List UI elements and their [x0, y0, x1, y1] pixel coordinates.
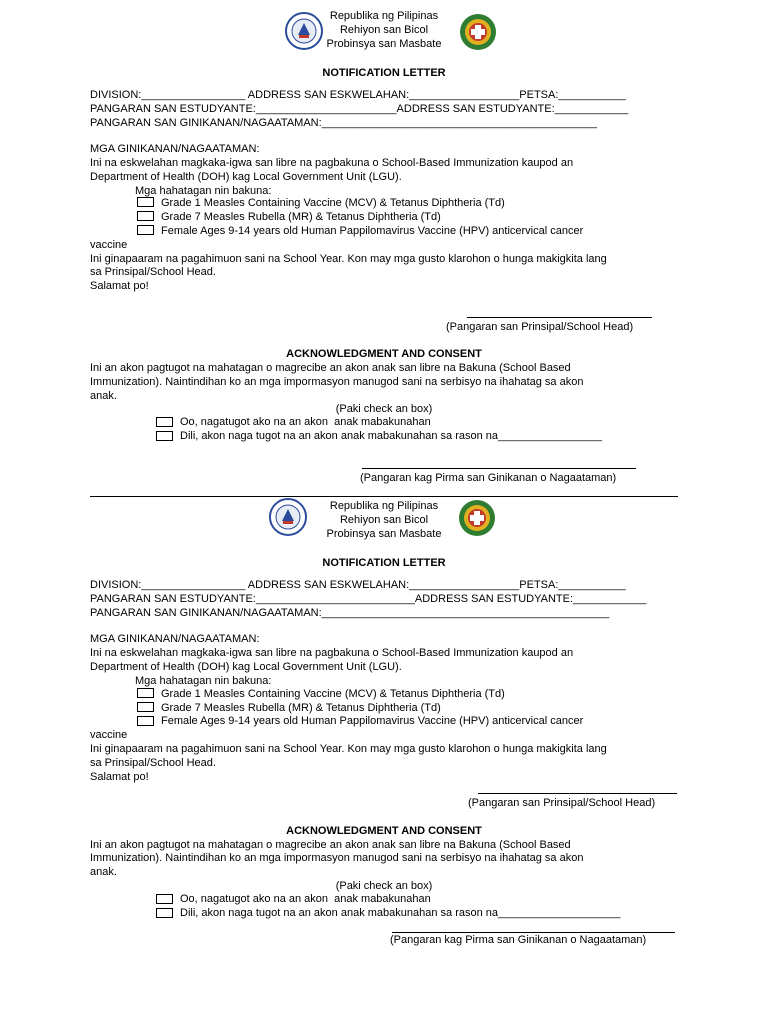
header-line-2: Rehiyon san Bicol — [339, 24, 429, 36]
vaccine-2-checkbox[interactable] — [137, 702, 154, 712]
field-row-student[interactable]: PANGARAN SAN ESTUDYANTE:_______________________ADDRESS SAN ESTUDYANTE:____________ — [90, 103, 629, 115]
body-line-2: Department of Health (DOH) kag Local Government Unit (LGU). — [90, 661, 402, 673]
consent-title: ACKNOWLEDGMENT AND CONSENT — [286, 825, 482, 837]
closing-line-2: sa Prinsipal/School Head. — [90, 266, 216, 278]
vaccine-3-checkbox[interactable] — [137, 716, 154, 726]
consent-instruction: (Paki check an box) — [335, 403, 433, 415]
consent-body-3: anak. — [90, 390, 117, 402]
vaccines-intro: Mga hahatagan nin bakuna: — [135, 185, 272, 197]
body-line-2: Department of Health (DOH) kag Local Government Unit (LGU). — [90, 171, 402, 183]
field-row-parent[interactable]: PANGARAN SAN GINIKANAN/NAGAATAMAN:_____________________________________________ — [90, 117, 597, 129]
parent-signature-line[interactable] — [392, 932, 675, 933]
consent-yes-checkbox[interactable] — [156, 894, 173, 904]
notification-title: NOTIFICATION LETTER — [322, 67, 446, 79]
header-line-3: Probinsya san Masbate — [326, 528, 442, 540]
vaccines-intro: Mga hahatagan nin bakuna: — [135, 675, 272, 687]
consent-body-2: Immunization). Naintindihan ko an mga impormasyon manugod sani na serbisyo na ihahatag sa akon — [90, 376, 584, 388]
header-line-1: Republika ng Pilipinas — [329, 500, 439, 512]
consent-body-2: Immunization). Naintindihan ko an mga impormasyon manugod sani na serbisyo na ihahatag sa akon — [90, 852, 584, 864]
body-line-1: Ini na eskwelahan magkaka-igwa san libre na pagbakuna o School-Based Immunization kaupod an — [90, 647, 574, 659]
body-line-1: Ini na eskwelahan magkaka-igwa san libre na pagbakuna o School-Based Immunization kaupod an — [90, 157, 574, 169]
consent-yes-label: Oo, nagatugot ako na an akon anak mabakunahan — [180, 416, 431, 428]
vaccine-2-label: Grade 7 Measles Rubella (MR) & Tetanus Diphtheria (Td) — [161, 211, 441, 223]
parent-label: (Pangaran kag Pirma san Ginikanan o Nagaataman) — [390, 934, 647, 946]
vaccine-3-label: Female Ages 9-14 years old Human Pappilomavirus Vaccine (HPV) anticervical cancer — [161, 225, 584, 237]
vaccine-1-label: Grade 1 Measles Containing Vaccine (MCV) & Tetanus Diphtheria (Td) — [161, 197, 505, 209]
closing-line-1: Ini ginapaaram na pagahimuon sani na School Year. Kon may mga gusto klarohon o hunga makigkita lang — [90, 743, 607, 755]
consent-no-label: Dili, akon naga tugot na an akon anak mabakunahan sa rason na_________________ — [180, 430, 603, 442]
vaccine-2-label: Grade 7 Measles Rubella (MR) & Tetanus Diphtheria (Td) — [161, 702, 441, 714]
consent-body-3: anak. — [90, 866, 117, 878]
consent-yes-label: Oo, nagatugot ako na an akon anak mabakunahan — [180, 893, 431, 905]
vaccine-1-checkbox[interactable] — [137, 688, 154, 698]
vaccine-1-label: Grade 1 Measles Containing Vaccine (MCV) & Tetanus Diphtheria (Td) — [161, 688, 505, 700]
principal-signature-line[interactable] — [478, 793, 677, 794]
principal-label: (Pangaran san Prinsipal/School Head) — [468, 797, 656, 809]
consent-body-1: Ini an akon pagtugot na mahatagan o magrecibe an akon anak san libre na Bakuna (School Based — [90, 839, 571, 851]
field-row-division[interactable]: DIVISION:_________________ ADDRESS SAN ESKWELAHAN:__________________PETSA:___________ — [90, 579, 626, 591]
consent-title: ACKNOWLEDGMENT AND CONSENT — [286, 348, 482, 360]
notification-title: NOTIFICATION LETTER — [322, 557, 446, 569]
header-line-1: Republika ng Pilipinas — [329, 10, 439, 22]
closing-line-1: Ini ginapaaram na pagahimuon sani na School Year. Kon may mga gusto klarohon o hunga makigkita lang — [90, 253, 607, 265]
header-line-3: Probinsya san Masbate — [326, 38, 442, 50]
salutation: MGA GINIKANAN/NAGAATAMAN: — [90, 143, 260, 155]
vaccine-3-continued: vaccine — [90, 729, 128, 741]
consent-no-checkbox[interactable] — [156, 908, 173, 918]
thanks: Salamat po! — [90, 280, 149, 292]
field-row-division[interactable]: DIVISION:_________________ ADDRESS SAN ESKWELAHAN:__________________PETSA:___________ — [90, 89, 626, 101]
salutation: MGA GINIKANAN/NAGAATAMAN: — [90, 633, 260, 645]
parent-label: (Pangaran kag Pirma san Ginikanan o Nagaataman) — [360, 472, 617, 484]
consent-no-label: Dili, akon naga tugot na an akon anak mabakunahan sa rason na____________________ — [180, 907, 621, 919]
thanks: Salamat po! — [90, 771, 149, 783]
vaccine-3-continued: vaccine — [90, 239, 128, 251]
header-line-2: Rehiyon san Bicol — [339, 514, 429, 526]
field-row-parent[interactable]: PANGARAN SAN GINIKANAN/NAGAATAMAN:_______________________________________________ — [90, 607, 610, 619]
field-row-student[interactable]: PANGARAN SAN ESTUDYANTE:__________________________ADDRESS SAN ESTUDYANTE:____________ — [90, 593, 647, 605]
consent-body-1: Ini an akon pagtugot na mahatagan o magrecibe an akon anak san libre na Bakuna (School Based — [90, 362, 571, 374]
principal-label: (Pangaran san Prinsipal/School Head) — [446, 321, 634, 333]
vaccine-3-label: Female Ages 9-14 years old Human Pappilomavirus Vaccine (HPV) anticervical cancer — [161, 715, 584, 727]
consent-instruction: (Paki check an box) — [335, 880, 433, 892]
closing-line-2: sa Prinsipal/School Head. — [90, 757, 216, 769]
